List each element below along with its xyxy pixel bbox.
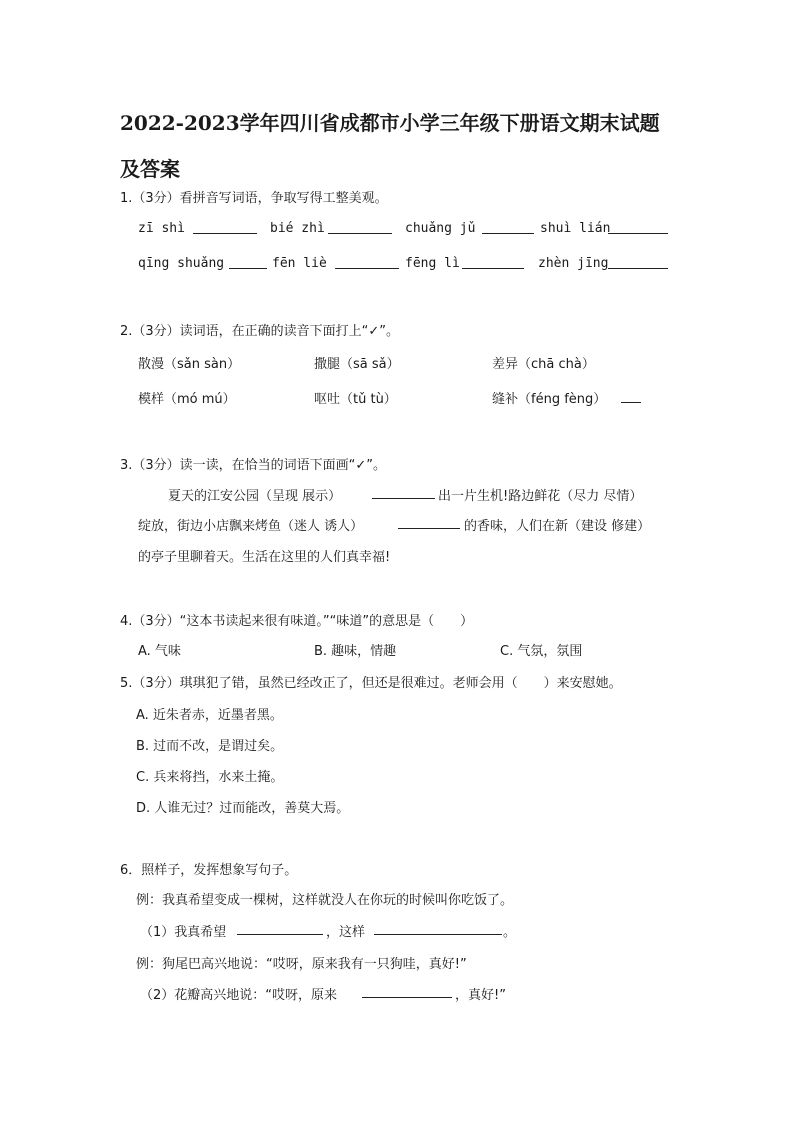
answer-blank[interactable]: [462, 256, 524, 269]
q5-option[interactable]: C. 兵来将挡，水来土掩。: [136, 770, 284, 785]
pinyin-text: chuǎng jǔ: [405, 221, 476, 236]
answer-blank[interactable]: [193, 221, 257, 234]
pinyin-text: zī shì: [138, 221, 185, 236]
pinyin-item: [270, 221, 325, 236]
q6-stem: 6．照样子，发挥想象写句子。: [120, 863, 298, 878]
q4-option[interactable]: A. 气味: [138, 644, 181, 659]
q6-item-text: ，这样: [326, 925, 366, 940]
q3-text: 夏天的江安公园（呈现 展示）: [168, 489, 342, 504]
answer-blank[interactable]: [608, 256, 668, 269]
q2-item: 撒腿（sā sǎ）: [314, 357, 400, 372]
answer-blank[interactable]: [621, 390, 641, 403]
q3-text: 的亭子里聊着天。生活在这里的人们真幸福!: [138, 550, 391, 565]
q2-item: 模样（mó mú）: [138, 392, 236, 407]
title-line-2: 及答案: [120, 157, 180, 181]
q4-stem: 4.（3分）“这本书读起来很有味道。”“味道”的意思是（ ）: [120, 614, 474, 629]
q6-example: 例：狗尾巴高兴地说：“哎呀，原来我有一只狗哇，真好!”: [136, 957, 467, 972]
page-title: [120, 100, 690, 192]
q2-item: 差异（chā chà）: [492, 357, 595, 372]
answer-blank[interactable]: [362, 985, 452, 998]
q2-item: 呕吐（tǔ tù）: [314, 392, 397, 407]
q5-option[interactable]: A. 近朱者赤，近墨者黑。: [136, 708, 283, 723]
pinyin-text: fēn liè: [272, 256, 327, 271]
q6-example: 例：我真希望变成一棵树，这样就没人在你玩的时候叫你吃饭了。: [136, 893, 514, 908]
q1-stem: 1.（3分）看拼音写词语，争取写得工整美观。: [120, 191, 388, 206]
pinyin-text: bié zhì: [270, 221, 325, 236]
q5-option[interactable]: B. 过而不改，是谓过矣。: [136, 739, 284, 754]
q2-stem: 2.（3分）读词语，在正确的读音下面打上“✓”。: [120, 324, 400, 339]
pinyin-item: [138, 221, 185, 236]
pinyin-text: qīng shuǎng: [138, 256, 225, 271]
q5-option[interactable]: D. 人谁无过？过而能改，善莫大焉。: [136, 801, 350, 816]
answer-blank[interactable]: [482, 221, 534, 234]
pinyin-item: [138, 256, 224, 271]
pinyin-item: [540, 221, 610, 236]
q4-option[interactable]: C. 气氛，氛围: [500, 644, 583, 659]
answer-blank[interactable]: [237, 922, 323, 935]
q2-item: 散漫（sǎn sàn）: [138, 357, 241, 372]
q3-stem: 3.（3分）读一读，在恰当的词语下面画“✓”。: [120, 458, 387, 473]
q4-option[interactable]: B. 趣味，情趣: [314, 644, 397, 659]
pinyin-item: [272, 256, 327, 271]
answer-blank[interactable]: [229, 256, 267, 269]
q3-text: 出一片生机!路边鲜花（尽力 尽情）: [438, 489, 643, 504]
pinyin-text: zhèn jīng: [538, 256, 609, 271]
q6-item-text: 。: [503, 925, 517, 940]
answer-blank[interactable]: [328, 221, 392, 234]
pinyin-item: [538, 256, 608, 271]
q5-stem: 5.（3分）琪琪犯了错，虽然已经改正了，但还是很难过。老师会用（ ）来安慰她。: [120, 676, 622, 691]
title-line-1: 2022-2023学年四川省成都市小学三年级下册语文期末试题: [120, 111, 660, 135]
answer-blank[interactable]: [398, 516, 460, 529]
q2-item: 缝补（féng fèng）: [492, 392, 607, 407]
q6-item-text: ，真好!”: [455, 988, 506, 1003]
answer-blank[interactable]: [372, 486, 435, 499]
q6-item-text: （2）花瓣高兴地说：“哎呀，原来: [140, 988, 338, 1003]
pinyin-item: [405, 256, 460, 271]
pinyin-text: fēng lì: [405, 256, 460, 271]
pinyin-text: shuì lián: [540, 221, 611, 236]
answer-blank[interactable]: [335, 256, 399, 269]
q3-text: 的香味，人们在新（建设 修建）: [464, 519, 651, 534]
q6-item-text: （1）我真希望: [140, 925, 227, 940]
q3-text: 绽放，街边小店飘来烤鱼（迷人 诱人）: [138, 519, 364, 534]
answer-blank[interactable]: [608, 221, 668, 234]
pinyin-item: [405, 221, 475, 236]
answer-blank[interactable]: [374, 922, 502, 935]
